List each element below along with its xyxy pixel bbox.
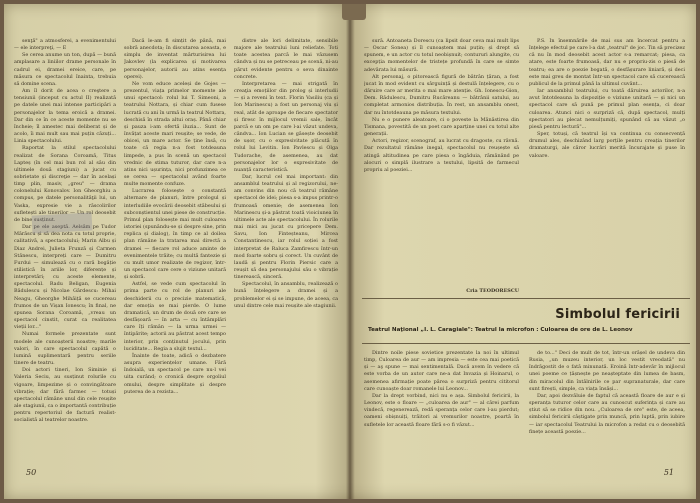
right-page xyxy=(354,4,696,499)
page-number-right: 51 xyxy=(663,468,674,477)
signature-row xyxy=(364,288,519,298)
right-column-3 xyxy=(364,350,519,470)
author-signature: Cria TEODORESCU xyxy=(466,288,519,294)
paragraph: Înainte de toate, adică o dezbatere asupra experiențelor umane. Fără îndoială, un spectacol pe care nu-l vei uita curând; o cronică despre orgoliul omului, despre simplitate și despre puterea de a rezista... xyxy=(124,352,226,395)
paragraph: Se cerea anume un ton, după — bună amplasare a liniilor drame personale în cadrul ei, dramei ereice, care, pe măsura ce spectacolul înainta, trebuia să domine scena. xyxy=(14,52,116,87)
paragraph: Lucrarea folosește o constantă alternare de planuri, între prologul și interludiile evocării deosebit stăbeului și subconștientul unei piese de construcție. Primul plan folosește mai mult culoarea istoriei (spunându-se și despre sine, prin replica și dialog), în timp ce al doilea plan rămâne la tratarea mai directă a dramei — fiecare rol aduce aminte de evenimentele trăite; cu multă fantezie și cu mult umor realizate de regizor, într-un spectacol care cere o viziune unitară și sobră. xyxy=(124,188,226,281)
left-column-2 xyxy=(124,38,226,458)
left-column-1 xyxy=(14,38,116,458)
right-column-1 xyxy=(364,38,519,294)
paragraph: P.S. In însemnările de mai sus am încercat pentru a înțelege efectul pe care l-a dat „teatrul" de joc. Tin să precizez că nu în mod deosebit acest actor s-a remarcat; piesa, ca atare, este foarte frumoasă, dar nu e propriu-zis o piesă de teatru; ea are o poezie bogată, o desfășurare liniară, și deci este mai greu de montat într-un spectacol care să cucerească publicul de la primul până la ultimul cuvânt... xyxy=(529,38,685,87)
right-column-4 xyxy=(529,350,685,470)
paragraph: Numai formele prezentate sunt modele ale cunoașterii noastre; marile valori, în care spectacolul capătă o lumină suplimentară pentru seriile tinere de teatru. xyxy=(14,331,116,367)
paragraph: Am îl dorit de acea o creştere a tensiunii (inceput cu actul II) realizată pe datele unei mai intense participări a personajelor la tema eroică a dramei. Dar din ce în ce aceste momente nu se încheie; îl amestec mai deliberat și de acolo, îi mai mult sau mai puțin căzuți... Linia spectacolului. xyxy=(14,88,116,145)
paragraph: Astfel, se vede cum spectacolul în prima parte cu rol de planuri ale deschiderii cu o precizie matematică, dar emoția se mai pierde. O lume dramatică, un drum de două ore care se desfășoară — în arta — cu întâmplări care îți rămân — la urma urmei — întipărite; actorii au păstrat acest tempo interior, prin conținutul jocului, prin luciditate... Regia a slujit textul... xyxy=(124,281,226,352)
left-page xyxy=(4,4,348,499)
paragraph: Doi actori tineri, Ion Siminie și Valeria Seciu, au susținut rolurile cu vigoare, limpezime și o convingătoare vibrație; dar fără farmec — totuși spectacolul rămâne unul din cele reușite ale stagiunii, ca o importantă contribuție pentru repertoriul de factură realist-socialistă al teatrelor noastre. xyxy=(14,367,116,424)
article-subheading: Teatrul Naţional „I. L. Caragiale": Teatrul la microfon : Culoarea de ore de L. Leonov xyxy=(368,327,633,333)
paragraph: Dar, lucrul cel mai important: din ansamblul teatrului și al regizorului, ne-am convins din nou că teatrul rămâne spectacol de idei; piesa s-a impus printr-o frumoasă omenie; de asemenea Ion Marinescu și-a păstrat toată vioiciunea în ultimele acte ale spectacolului. În rolurile mai mici au jucat cu pricepere Dem. Savu, Ion Finteșteanu, Mircea Constantinescu, iar rolul soției a fost interpretat de Raluca Zamfirescu într-un mod foarte sobru și corect. Un cuvânt de laudă și pentru Florin Piersic care a reușit să dea personajului său o vibrație tinerească, sinceră. xyxy=(234,173,338,281)
paragraph: Sper, totuși, că teatrul își va continua cu consecvență drumul ales, deschizând larg porțile pentru creația tinerilor dramaturgi, ale căror lucrări merită încurajate și puse în valoare. xyxy=(529,131,685,159)
paragraph: Spectacolul, în ansamblu, realizează o bună înțelegere a dramei și a problemelor ei și se impune, de aceea, ca unul dintre cele mai reușite ale stagiunii. xyxy=(234,281,338,309)
left-column-3 xyxy=(234,38,338,458)
paragraph: Alt personaj, o pitorească figură de bătrân țăran, a fost jucat în mod evident cu sârguință și destulă înțelegere, cu o dăruire care ar merita o mai mare atenție. Gh. Ionescu-Gion, Dem. Rădulescu, Dumitru Rucăreanu — bătrânii satului, au completat armonios distribuția. În rest, un ansamblu onest, dar nu întotdeauna pe măsura textului. xyxy=(364,73,519,116)
right-column-2 xyxy=(529,38,685,294)
paragraph: Ne vom educe aceleși de Gojes — prezentul, viața primelor momente ale unui spectacol: rolul lui T. Simeoni, a teatrului Nottara, și chiar cum fusese lucrată cu ani în urmă la teatrul Nottara, deschisă în strada altui oraș. Până chiar și pauza i-am ofertă iluzia... Sunt de învățat aceste mari reușite; se vede, de obicei, un mare actor. Se ține însă, cu toate că regia n-a fost totdeauna limpede, a pus în scenă un spectacol vrednic de stima tuturor, dar care n-a atins nici ușurința, nici profunzimea ce se cerea — spectacolul având foarte multe momente confuze. xyxy=(124,80,226,188)
paragraph: Dar pe ele aseptă. Aelsăm pe Tudor Mărăscu și să dea nota cu totul proprie, calitativă, a spectacolului; Marin Albu și Diaz Andrei, Julieta Frunză și Carmen Stănescu, interpreți care — Dumitru Furdui — simulează cu o rară bogăție stilistică în ariile lor, diferențe și interpretări; cu aceste elemente, spectacolul. Radu Beligan, Eugenia Bădulescu și Nicolae Gărdescu: Mihai Neagu, Gheorghe Mihăiță se cucereau frumos de un Vișan Ionescu; în final, ne spunea Sorana Coroamă, „vreau un spectacol cinstit, curat ca realitatea vieții lor..." xyxy=(14,224,116,331)
paragraph: Interpretarea — mai strigată în creaţia emoțiilor din prolog și interludii — și a reveni în text. Florin Vasiliu (ca și Ion Marinescu) a fost un personaj viu și real, atât de aproape de fiecare spectator și firesc în mijlocul vremii sale, încât parcă e un om pe care l-ai văzut undeva, cândva... Ion Lucian se găsește deosebit de ușor, cu o expresivitate plăcută în rolul lui Levitin. Ion Pavlescu și Olga Tudorache, de asemenea, au dat personajelor lor o expresivitate de nuanță caracteristică. xyxy=(234,80,338,173)
article-heading: Simbolul fericirii xyxy=(555,307,680,322)
paragraph: Raportat la stilul spectacolului realizat de Sorana Coroamă, Titus Lapteș (în cel mai bun rol al său din ultimele două stagiuni) a jucat cu sobrietate și discreţie — dar în același timp plin, masiv, „greu" — drama colonelului Konovalov. Ion Gheorghiu a compus, pe datele personalităţii lui, un Vaska, expresie vie a răscolirilor sufletești ale tinerilor — Un rol deosebit de bine susținut. xyxy=(14,145,116,223)
review-header xyxy=(362,298,690,344)
paragraph: sură. Antoaneta Dorescu (ca lipsit doar ceva mai mult lips — Oscar Sonea) și îl cunoaștem mai puțin; și drept să spunem, e un actor cu totul neobișnuit; contururi alungite, cu excepția momentelor de tristețe profundă în care se simte adevărata lui măsură. xyxy=(364,38,519,73)
paragraph: Dintre noile piese sovietice prezentate la noi în ultimul timp, Culoarea de aur — am impresia — este cea mai poetică și — aş spune — mai sentimentală. Dacă avem în vedere că este vorba de un autor care ne-a dat Invazia și Hoinarul, o asemenea afirmație poate părea o surpriză pentru cititorul care cunoaște doar romanele lui Leonov... xyxy=(364,350,519,392)
library-stamp xyxy=(32,212,93,233)
paragraph: Actori, regizor, scenograf, au lucrat cu dragoste, cu râvnă. Dar rezultatul rămâne inegal, spectacolul nu reușește să atingă altitudinea pe care piesa o îngăduia, rămânând pe alocuri o simplă ilustrare a textului, lipsită de farmecul propriu al poeziei... xyxy=(364,138,519,173)
page-number-left: 50 xyxy=(26,468,37,477)
paragraph: Dar la drept vorbind, nici nu e așa. Simbolul fericirii, la Leonov, este o floare — „culoarea de aur" — al cărei parfum vindecă, regenerează, redă speranța celor care l-au pierdut; oameni obișnuiți, trăitori ai vremurilor noastre, poartă în sufletele lor această floare fără s-o fi văzut... xyxy=(364,392,519,428)
paragraph: de to..." Deci de mult de tot, într-un orășel de undeva din Rusia, „un muzeu interior, un loc vestit vreodată" nu îndrăgostit de o fată minunată. Eroină într-adevăr în mijlocul unei poeme ce țâșnește pe neașteptate din lumea de basm, din miracolul din întâlnirile ce par supranaturale, dar care sunt firești, simple, ca viața însăși... xyxy=(529,350,685,392)
paragraph: Nu e o punere aleatoare, ci o poveste la Mănăstirea din Tismana, povestită de un poet care aparține unei cu totul alte generații. xyxy=(364,116,519,138)
book-spread-scan xyxy=(4,4,696,499)
paragraph: Iar ansamblul teatrului, cu toată dăruirea actorilor, n-a avut întotdeauna la dispoziție o viziune unitară — și nici un spectacol care să pună pe primul plan esența, ci doar culoarea. Atunci nici o surpriză că, după spectacol, mulți spectatori au plecat nemulțumiți, spunând că au văzut „o piesă pentru lectură"... xyxy=(529,88,685,130)
paragraph: distre ale lori delimitate, sensibile majore ale teatrului luni reliefate. Toti toate acestea parcă le mai văzusem cândva și nu se petreceau pe scenă, ni-au părut evidente pentru o seva dinainte concrete. xyxy=(234,38,338,80)
paragraph: Dacă le-am fi simțit de până, mai sobră anecdota; în discutarea aceasta, e simplu de inventat mărturisirea lui Jakovlev (la explicarea și motivarea personajelor, autorii au atins esența operei). xyxy=(124,38,226,80)
paragraph: Dar, apoi dezvăluie de faptul că această floare de aur e și speranța tuturor celor care au cunoscut suferința și care au știut să se ridice din nou. „Culoarea de ore" este, de aceea, simbolul fericirii câștigate prin muncă, prin luptă, prin iubire — iar spectacolul Teatrului la microfon a redat cu o deosebită finețe această poezie... xyxy=(529,392,685,435)
paragraph: senţă" a atmosferei, a evenimentului — ele interpreţi, — E xyxy=(14,38,116,52)
